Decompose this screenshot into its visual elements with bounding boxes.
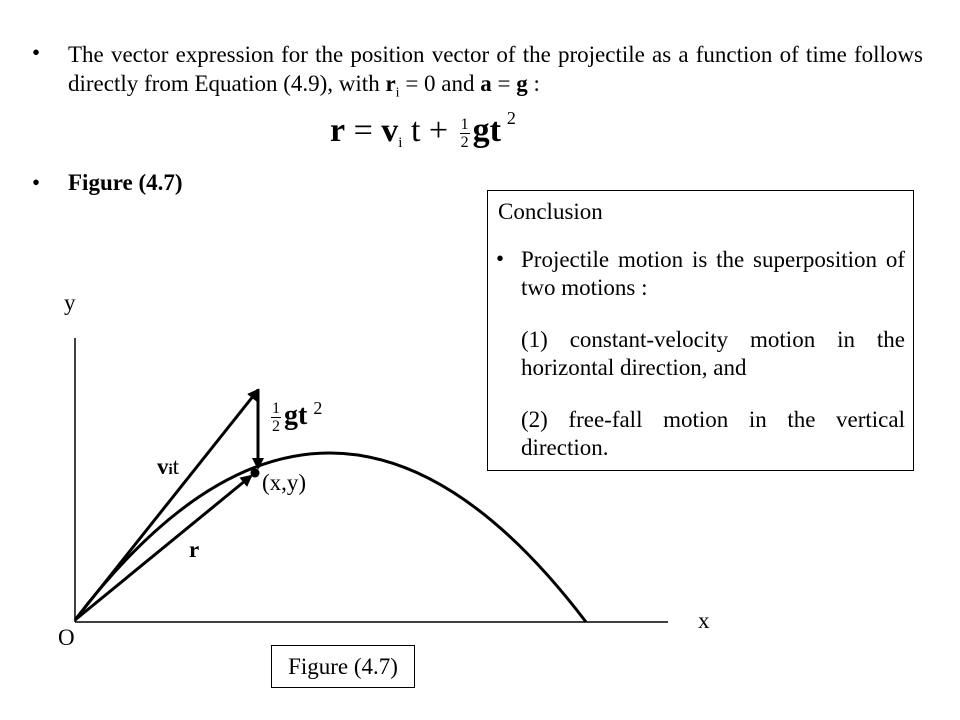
conclusion-title: Conclusion (498, 199, 603, 224)
position-equation: r = vi t + $\frac{1}{2}$ gt $^2$ (330, 108, 516, 151)
r-label: r (189, 537, 200, 562)
paragraph-vector-expression: The vector expression for the position vector of the projectile as a function of time follows directly from Equation (4.9), with $r_i = 0$ and a = g : (68, 42, 923, 101)
vit-vector (75, 390, 258, 620)
one-half-fraction: $\frac{1}{2}$ (460, 115, 469, 151)
bullet-dot: • (32, 40, 41, 65)
y-axis-label: y (64, 290, 76, 315)
conclusion-text: Projectile motion is the superposition of two motions : (521, 247, 905, 300)
vit-label: vit (157, 454, 180, 479)
bullet-dot: • (496, 246, 505, 271)
origin-label: O (58, 625, 75, 650)
point-label: (x,y) (262, 470, 307, 495)
conclusion-item-2: (2) free-fall motion in the vertical direction. (521, 407, 905, 460)
figure-heading: Figure (4.7) (68, 170, 183, 195)
figure-caption: Figure (4.7) (271, 645, 415, 688)
r-vector (75, 476, 251, 620)
half-gt-squared-label: $\frac{1}{2}$ gt $^2$ (272, 398, 323, 436)
conclusion-item-1: (1) constant-velocity motion in the horizontal direction, and (521, 327, 905, 380)
trajectory-curve (75, 453, 586, 622)
x-axis-label: x (698, 608, 710, 633)
position-point (251, 469, 260, 478)
bullet-dot: • (32, 170, 41, 195)
